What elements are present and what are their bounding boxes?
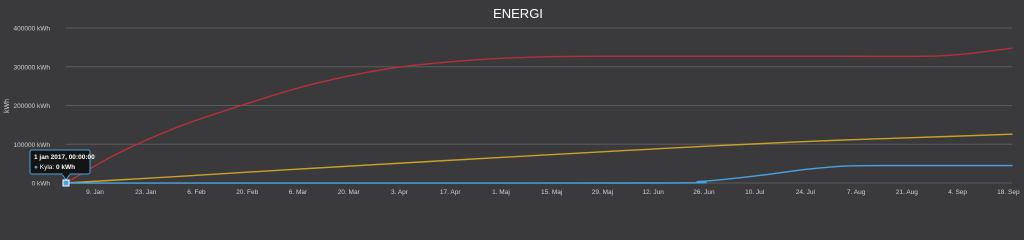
series-line [66, 48, 1012, 183]
x-tick-label: 7. Aug [846, 189, 866, 196]
x-tick-label: 20. Mar [337, 189, 360, 196]
x-tick-label: 24. Jul [795, 189, 815, 196]
x-tick-label: 6. Mar [288, 189, 308, 196]
x-tick-label: 6. Feb [187, 189, 206, 196]
series-bullet-icon: ● [34, 164, 40, 171]
tooltip-series-name: Kyla [39, 164, 53, 171]
x-tick-label: 20. Feb [236, 189, 259, 196]
tooltip-title: 1 jan 2017, 00:00:00 [34, 154, 95, 161]
x-tick-label: 26. Jun [693, 189, 715, 196]
x-tick-label: 18. Sep [997, 189, 1020, 196]
tooltip-value: 0 kWh [56, 164, 76, 171]
y-tick-label: 300000 kWh [13, 64, 50, 72]
x-tick-label: 4. Sep [948, 189, 968, 196]
x-tick-label: 23. Jan [135, 189, 157, 196]
x-axis-ticks [86, 189, 1020, 196]
chart-title: ENERGI [493, 6, 543, 21]
y-tick-label: 0 kWh [31, 180, 50, 188]
x-tick-label: 12. Jun [642, 189, 664, 196]
x-tick-label: 10. Jul [745, 189, 765, 196]
x-tick-label: 17. Apr [439, 189, 461, 196]
hover-marker[interactable] [63, 180, 69, 186]
grid [66, 28, 1012, 183]
x-tick-label: 21. Aug [895, 189, 918, 196]
tooltip-value-line [34, 164, 75, 171]
y-axis-label: kWh [4, 99, 11, 113]
tooltip-separator: : [52, 164, 57, 171]
tooltip-pointer-mask [63, 173, 70, 175]
x-tick-label: 3. Apr [390, 189, 408, 196]
x-tick-label: 15. Maj [541, 189, 563, 196]
y-tick-label: 200000 kWh [13, 103, 50, 110]
series-line [66, 134, 1012, 183]
x-tick-label: 9. Jan [86, 189, 104, 196]
y-tick-label: 400000 kWh [13, 25, 50, 33]
y-tick-label: 100000 kWh [13, 141, 50, 149]
series-layer [66, 48, 1012, 183]
x-tick-label: 29. Maj [591, 189, 614, 196]
x-tick-label: 1. Maj [492, 189, 510, 196]
